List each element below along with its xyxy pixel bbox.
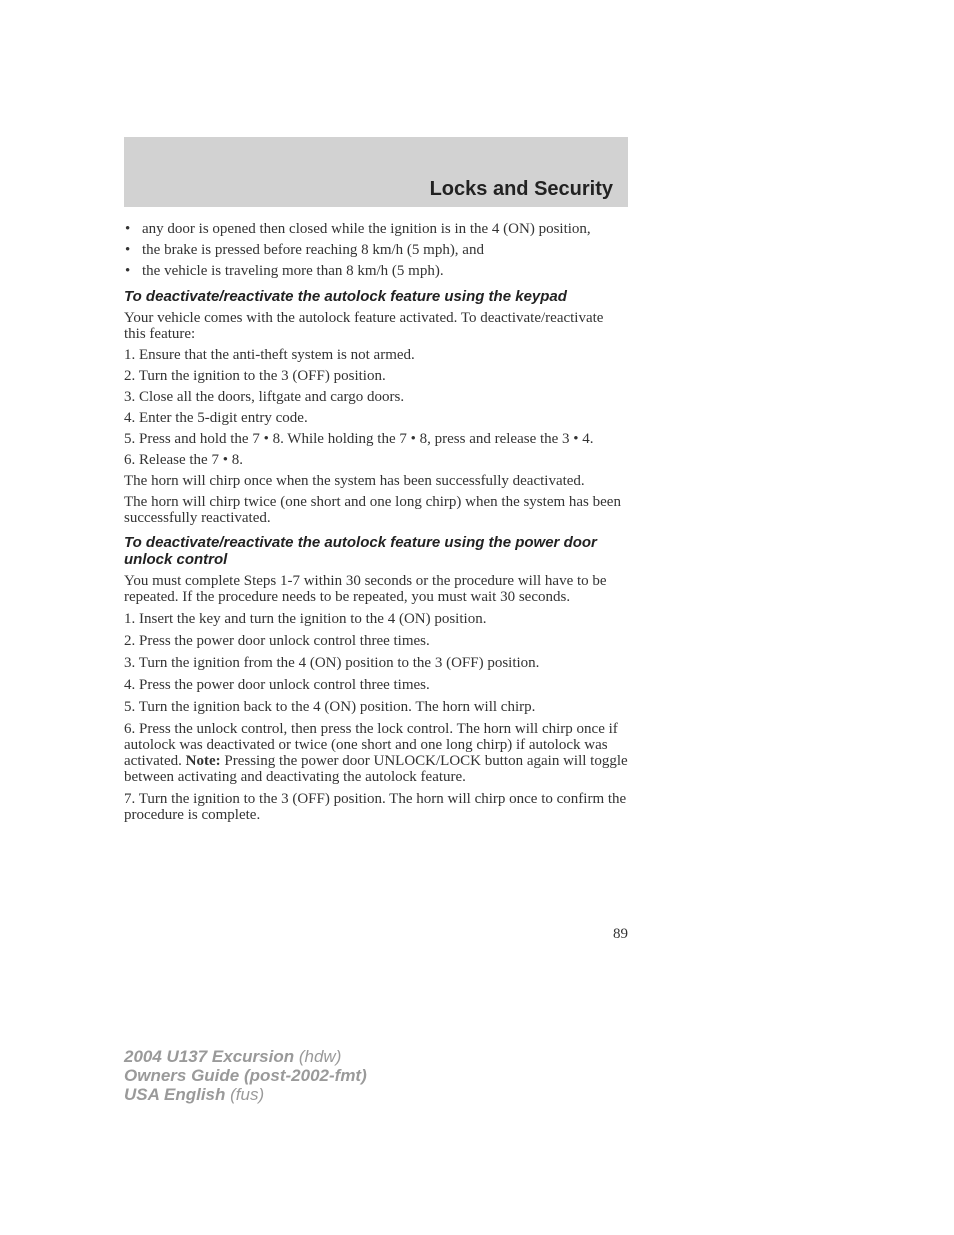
section-title: Locks and Security [429, 178, 613, 200]
footer-model: 2004 U137 Excursion [124, 1047, 295, 1066]
bullet-item [124, 242, 628, 258]
bullet-item [124, 221, 628, 237]
footer-language-code: (fus) [230, 1085, 265, 1104]
bullet-text: the brake is pressed before reaching 8 km/h (5 mph), and [142, 242, 484, 258]
note-label: Note: [185, 753, 221, 769]
unlock-step: 5. Turn the ignition back to the 4 (ON) position. The horn will chirp. [124, 699, 536, 715]
page-content [124, 221, 628, 829]
keypad-step: 5. Press and hold the 7 • 8. While holding the 7 • 8, press and release the 3 • 4. [124, 431, 594, 447]
keypad-step: 3. Close all the doors, liftgate and cargo doors. [124, 389, 405, 405]
footer-line-2 [124, 1066, 367, 1085]
unlock-step: 1. Insert the key and turn the ignition to the 4 (ON) position. [124, 611, 487, 627]
unlock-intro: You must complete Steps 1-7 within 30 seconds or the procedure will have to be repeated. If the procedure needs to be repeated, you must wait 30 seconds. [124, 573, 607, 605]
unlock-step: 2. Press the power door unlock control three times. [124, 633, 430, 649]
footer-line-1 [124, 1047, 367, 1066]
keypad-step: 1. Ensure that the anti-theft system is not armed. [124, 347, 415, 363]
keypad-note: The horn will chirp twice (one short and one long chirp) when the system has been successfully reactivated. [124, 494, 621, 526]
bullet-item [124, 263, 628, 279]
keypad-section-heading: To deactivate/reactivate the autolock feature using the keypad [124, 288, 567, 305]
bullet-icon: • [125, 221, 131, 237]
footer-guide: Owners Guide (post-2002-fmt) [124, 1066, 367, 1085]
unlock-step-6 [124, 721, 628, 785]
unlock-step-7: 7. Turn the ignition to the 3 (OFF) position. The horn will chirp once to confirm the procedure is complete. [124, 791, 627, 823]
footer-line-3 [124, 1085, 367, 1104]
unlock-step: 4. Press the power door unlock control three times. [124, 677, 430, 693]
bullet-text: the vehicle is traveling more than 8 km/h (5 mph). [142, 263, 444, 279]
footer-language: USA English [124, 1085, 226, 1104]
document-footer [124, 1047, 367, 1104]
footer-model-code: (hdw) [298, 1047, 342, 1066]
bullet-text: any door is opened then closed while the ignition is in the 4 (ON) position, [142, 221, 591, 237]
keypad-step: 2. Turn the ignition to the 3 (OFF) position. [124, 368, 386, 384]
keypad-intro: Your vehicle comes with the autolock feature activated. To deactivate/reactivate this feature: [124, 310, 604, 342]
step6-text: 6. Press the unlock control, then press the lock control. The horn will chirp once if autolock was deactivated or twice (one short and one long chirp) if autolock was activated. [124, 721, 618, 769]
unlock-control-section-heading: To deactivate/reactivate the autolock feature using the power door unlock control [124, 534, 597, 568]
section-header-band [124, 137, 628, 207]
keypad-step: 6. Release the 7 • 8. [124, 452, 243, 468]
bullet-icon: • [125, 263, 131, 279]
page-number: 89 [613, 926, 628, 942]
keypad-note: The horn will chirp once when the system has been successfully deactivated. [124, 473, 585, 489]
note-text: Pressing the power door UNLOCK/LOCK button again will toggle between activating and deactivating the autolock feature. [124, 753, 628, 785]
bullet-icon: • [125, 242, 131, 258]
keypad-step: 4. Enter the 5-digit entry code. [124, 410, 308, 426]
unlock-step: 3. Turn the ignition from the 4 (ON) position to the 3 (OFF) position. [124, 655, 540, 671]
